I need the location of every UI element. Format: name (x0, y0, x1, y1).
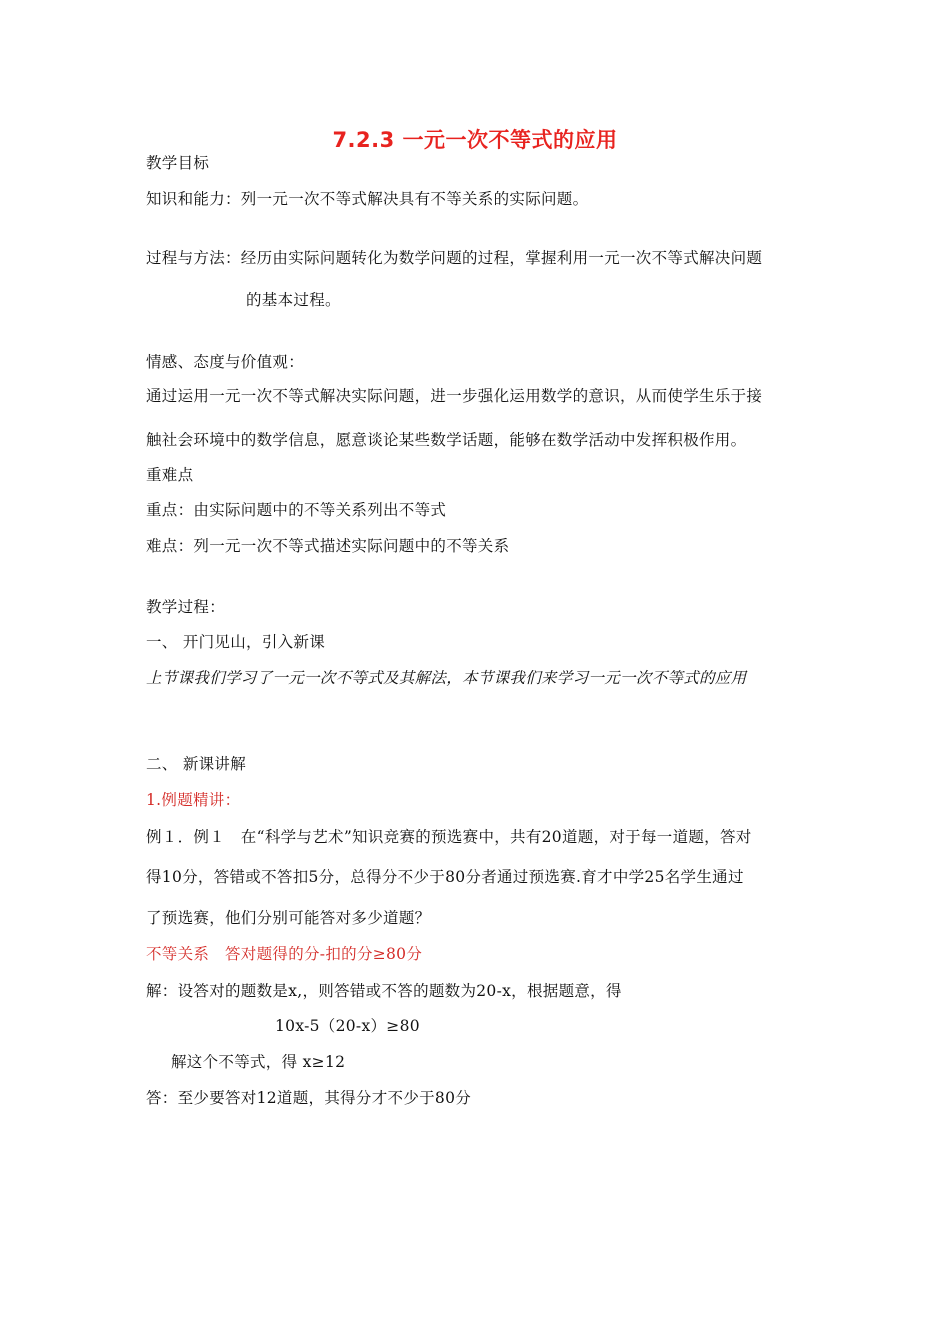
process-objective-line2: 的基本过程。 (246, 291, 341, 309)
solution-line1: 解：设答对的题数是x,，则答错或不答的题数为20-x，根据题意，得 (146, 982, 622, 1000)
example-line3: 了预选赛，他们分别可能答对多少道题？ (146, 909, 431, 927)
inequality-relation: 不等关系 答对题得的分-扣的分≥80分 (146, 945, 423, 963)
difficult-point: 难点：列一元一次不等式描述实际问题中的不等关系 (146, 537, 510, 555)
section2-heading: 二、 新课讲解 (146, 755, 247, 773)
document-title: 7.2.3 一元一次不等式的应用 (332, 128, 618, 152)
section1-heading: 一、 开门见山，引入新课 (146, 633, 326, 651)
key-points-heading: 重难点 (146, 466, 194, 484)
key-point: 重点：由实际问题中的不等关系列出不等式 (146, 501, 447, 519)
inequality-expression: 10x-5（20-x）≥80 (275, 1017, 420, 1035)
answer-line: 答：至少要答对12道题，其得分才不少于80分 (146, 1089, 472, 1107)
knowledge-objective: 知识和能力：列一元一次不等式解决具有不等关系的实际问题。 (146, 190, 589, 208)
solve-line: 解这个不等式，得 x≥12 (171, 1053, 346, 1071)
section1-text: 上节课我们学习了一元一次不等式及其解法，本节课我们来学习一元一次不等式的应用 (146, 669, 747, 687)
example-line2: 得10分，答错或不答扣5分，总得分不少于80分者通过预选赛.育才中学25名学生通过 (146, 868, 744, 886)
emotion-heading: 情感、态度与价值观： (146, 353, 305, 371)
emotion-line2: 触社会环境中的数学信息，愿意谈论某些数学话题，能够在数学活动中发挥积极作用。 (146, 431, 747, 449)
objectives-heading: 教学目标 (146, 154, 210, 172)
example-subheading: 1.例题精讲： (146, 791, 241, 809)
process-heading: 教学过程： (146, 598, 226, 616)
example-line1: 例１．例１ 在“科学与艺术”知识竞赛的预选赛中，共有20道题，对于每一道题，答对 (146, 828, 752, 846)
process-objective-line1: 过程与方法：经历由实际问题转化为数学问题的过程，掌握利用一元一次不等式解决问题 (146, 249, 763, 267)
emotion-line1: 通过运用一元一次不等式解决实际问题，进一步强化运用数学的意识，从而使学生乐于接 (146, 387, 763, 405)
